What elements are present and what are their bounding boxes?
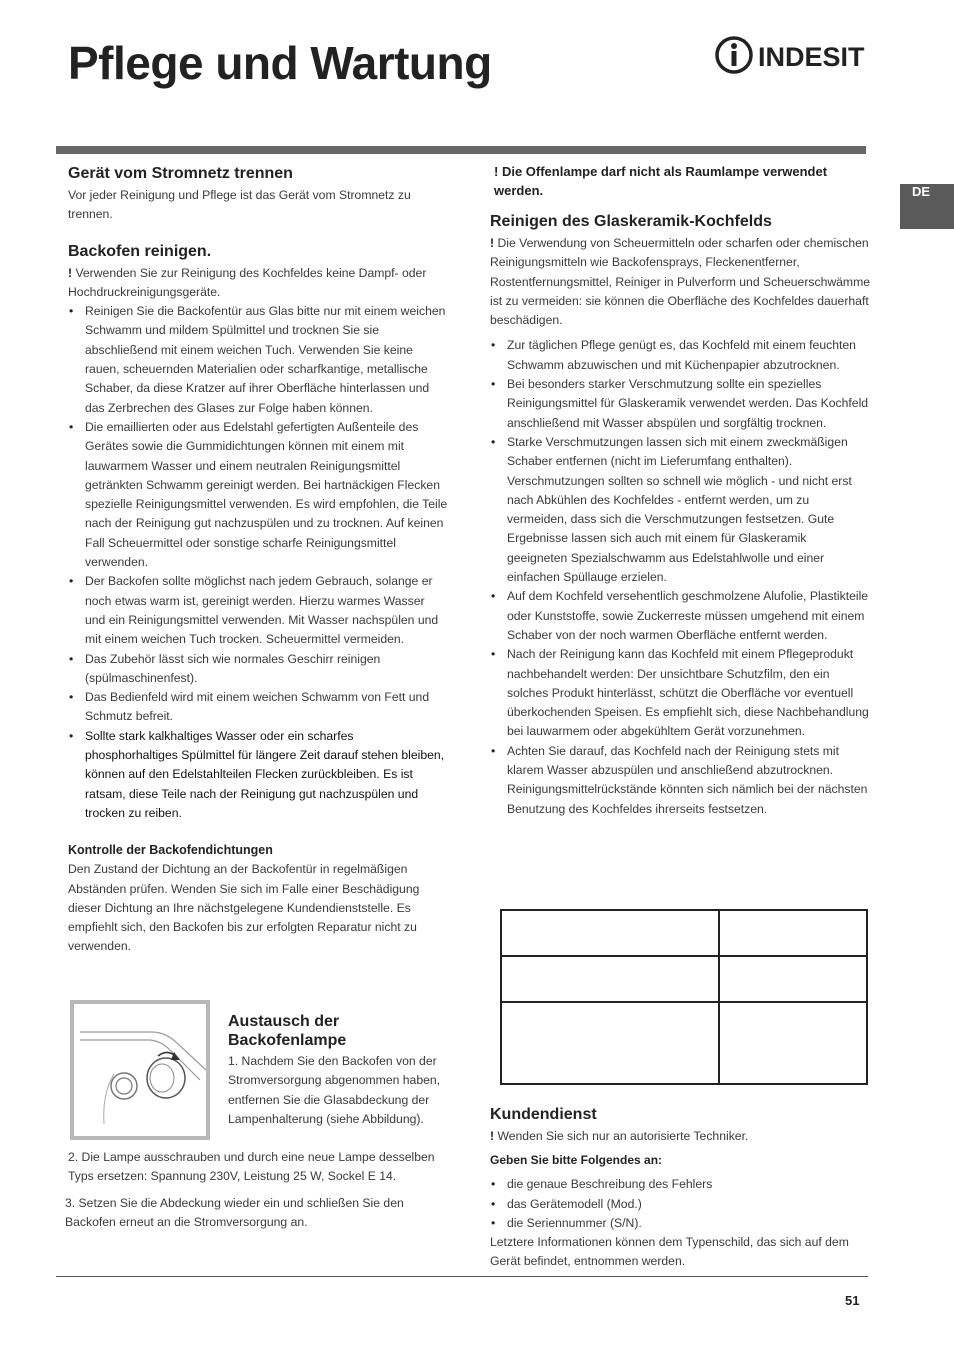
section-title-oven-cleaning: Backofen reinigen. — [68, 242, 212, 260]
section-title-ceramic-hob: Reinigen des Glaskeramik-Kochfelds — [490, 213, 772, 230]
oven-cleaning-list — [68, 302, 448, 823]
section-title-lamp: Austausch der Backofenlampe — [228, 1013, 347, 1049]
lamp-illustration — [70, 1000, 210, 1140]
header-rule — [56, 146, 866, 154]
list-item: • die genaue Beschreibung des Fehlers — [490, 1175, 870, 1194]
ceramic-hob-list — [490, 336, 870, 818]
section-text-seals: Den Zustand der Dichtung an der Backofentür in regelmäßigen Abständen prüfen. Wenden Sie sich im Falle einer Beschädigung dieser Dichtung an Ihre nächstgelegene Kundendienststelle. Es empfiehlt sich, den Backofen bis zur erfolgten Reparatur nicht zu verwenden. — [68, 862, 420, 954]
list-item: • Das Bedienfeld wird mit einem weichen Schwamm von Fett und Schmutz befreit. — [68, 688, 448, 727]
lamp-step-1: 1. Nachdem Sie den Backofen von der Stromversorgung abgenommen haben, entfernen Sie die Glasabdeckung der Lampenhalterung (siehe Abbildung). — [228, 1054, 441, 1126]
indesit-logo — [714, 34, 870, 76]
warning-mark: ! — [490, 1129, 495, 1143]
table-cell — [719, 956, 867, 1002]
table-cell — [501, 956, 719, 1002]
service-list — [490, 1175, 870, 1233]
brand-text: INDESIT — [758, 42, 865, 72]
ceramic-hob-warning: ! Die Verwendung von Scheuermitteln oder scharfen oder chemischen Reinigungsmitteln wie Backofensprays, Fleckenentferner, Rostentfernungsmittel, Reiniger in Pulverform und Scheuerschwämme ist zu vermeiden: sie können die Oberfläche des Kochfeldes dauerhaft beschädigen. — [490, 236, 871, 328]
table-cell — [501, 910, 719, 956]
list-item: • die Seriennummer (S/N). — [490, 1214, 870, 1233]
oven-cleaning-warning: ! Verwenden Sie zur Reinigung des Kochfeldes keine Dampf- oder Hochdruckreinigungsgeräte. — [68, 265, 427, 299]
list-item: • Die emaillierten oder aus Edelstahl gefertigten Außenteile des Gerätes sowie die Gummidichtungen können mit einem mit lauwarmem Wasser und einem neutralen Reinigungsmittel getränkten Schwamm gereinigt werden. Bei hartnäckigen Flecken spezielle Reinigungsmittel verwenden. Es wird empfohlen, die Teile nach der Reinigung gut nachzuspülen und zu trocknen. Auf keinen Fall Scheuermittel oder sonstige scharfe Reinigungsmittel verwenden. — [68, 418, 448, 572]
page-title: Pflege und Wartung — [68, 37, 492, 89]
warning-mark: ! — [68, 265, 73, 280]
list-item: • Reinigen Sie die Backofentür aus Glas bitte nur mit einem weichen Schwamm und mildem Spülmittel und trocknen Sie sie abschließend mit einem weichen Tuch. Verwenden Sie keine rauen, scheuernden Materialien oder scharfkantige, metallische Schaber, da diese Kratzer auf ihrer Oberfläche hinterlassen und das Zerbrechen des Glases zur Folge haben können. — [68, 302, 448, 418]
list-item: • Zur täglichen Pflege genügt es, das Kochfeld mit einem feuchten Schwamm abzuwischen und mit Küchenpapier abzutrocknen. — [490, 336, 870, 375]
lamp-step-3: 3. Setzen Sie die Abdeckung wieder ein und schließen Sie den Backofen erneut an die Stromversorgung an. — [65, 1195, 404, 1229]
list-item: • Starke Verschmutzungen lassen sich mit einem zweckmäßigen Schaber entfernen (nicht im Lieferumfang enthalten). Verschmutzungen sollten so schnell wie möglich - und nicht erst nach Abkühlen des Kochfeldes - entfernt werden, um zu vermeiden, dass sich die Verschmutzungen festsetzen. Gute Ergebnisse lassen sich auch mit einem für Glaskeramik geeigneten Spezialschwamm aus Edelstahlwolle und einer einfachen Spüllauge erzielen. — [490, 433, 870, 587]
lamp-cover-drawing — [74, 1004, 206, 1136]
list-item: • Der Backofen sollte möglichst nach jedem Gebrauch, solange er noch etwas warm ist, gereinigt werden. Hierzu warmes Wasser und ein Reinigungsmittel verwenden. Mit Wasser nachspülen und mit einem weichen Tuch trocken. Scheuermittel vermeiden. — [68, 572, 448, 649]
section-text-disconnect: Vor jeder Reinigung und Pflege ist das Gerät vom Stromnetz zu trennen. — [68, 188, 411, 222]
service-text: Letztere Informationen können dem Typenschild, das sich auf dem Gerät befindet, entnommen werden. — [490, 1235, 849, 1269]
empty-table — [500, 909, 868, 1085]
lamp-replacement-intro — [228, 1012, 443, 1129]
service-warning: ! Wenden Sie sich nur an autorisierte Techniker. — [490, 1129, 749, 1143]
table-cell — [719, 910, 867, 956]
table-cell — [719, 1002, 867, 1084]
list-item: • Achten Sie darauf, das Kochfeld nach der Reinigung stets mit klarem Wasser abzuspülen und anschließend abzutrocknen. Reinigungsmittelrückstände könnten sich nämlich bei der nächsten Benutzung des Kochfeldes ihrerseits festsetzen. — [490, 742, 870, 819]
footer-rule — [56, 1276, 868, 1277]
table-cell — [501, 1002, 719, 1084]
list-item: • Das Zubehör lässt sich wie normales Geschirr reinigen (spülmaschinenfest). — [68, 650, 448, 689]
section-title-seals: Kontrolle der Backofendichtungen — [68, 843, 273, 858]
list-item: • Auf dem Kochfeld versehentlich geschmolzene Alufolie, Plastikteile oder Kunststoffe, sowie Zuckerreste müssen umgehend mit einem Schaber von der noch warmen Oberfläche entfernt werden. — [490, 587, 870, 645]
lamp-replacement-steps — [65, 1148, 448, 1232]
list-item: • Sollte stark kalkhaltiges Wasser oder ein scharfes phosphorhaltiges Spülmittel für längere Zeit darauf stehen bleiben, können auf den Edelstahlteilen Flecken zurückbleiben. Es ist ratsam, diese Teile nach der Reinigung gut nachzuspülen und trocken zu reiben. — [68, 727, 448, 823]
service-section — [490, 1105, 870, 1272]
section-title-service: Kundendienst — [490, 1106, 597, 1123]
page-number: 51 — [845, 1293, 860, 1308]
right-column — [490, 162, 870, 819]
left-column — [68, 164, 448, 957]
section-title-disconnect: Gerät vom Stromnetz trennen — [68, 165, 293, 182]
warning-mark: ! — [490, 236, 495, 250]
lamp-step-2: 2. Die Lampe ausschrauben und durch eine neue Lampe desselben Typs ersetzen: Spannung 230V, Leistung 25 W, Sockel E 14. — [68, 1150, 435, 1184]
list-item: • Bei besonders starker Verschmutzung sollte ein spezielles Reinigungsmittel für Glaskeramik verwendet werden. Das Kochfeld anschließend mit Wasser abspülen und sorgfältig trocknen. — [490, 375, 870, 433]
lamp-warning: ! Die Offenlampe darf nicht als Raumlampe verwendet werden. — [494, 164, 828, 198]
list-item: • Nach der Reinigung kann das Kochfeld mit einem Pflegeprodukt nachbehandelt werden: Der unsichtbare Schutzfilm, den ein solches Produkt hinterlässt, schützt die Oberfläche vor eventuell überkochenden Speisen. Es empfiehlt sich, diese Nachbehandlung bei lauwarmem oder abgekühltem Gerät vorzunehmen. — [490, 645, 870, 741]
service-subtitle: Geben Sie bitte Folgendes an: — [490, 1153, 663, 1168]
language-tab: DE — [900, 184, 954, 229]
list-item: • das Gerätemodell (Mod.) — [490, 1195, 870, 1214]
